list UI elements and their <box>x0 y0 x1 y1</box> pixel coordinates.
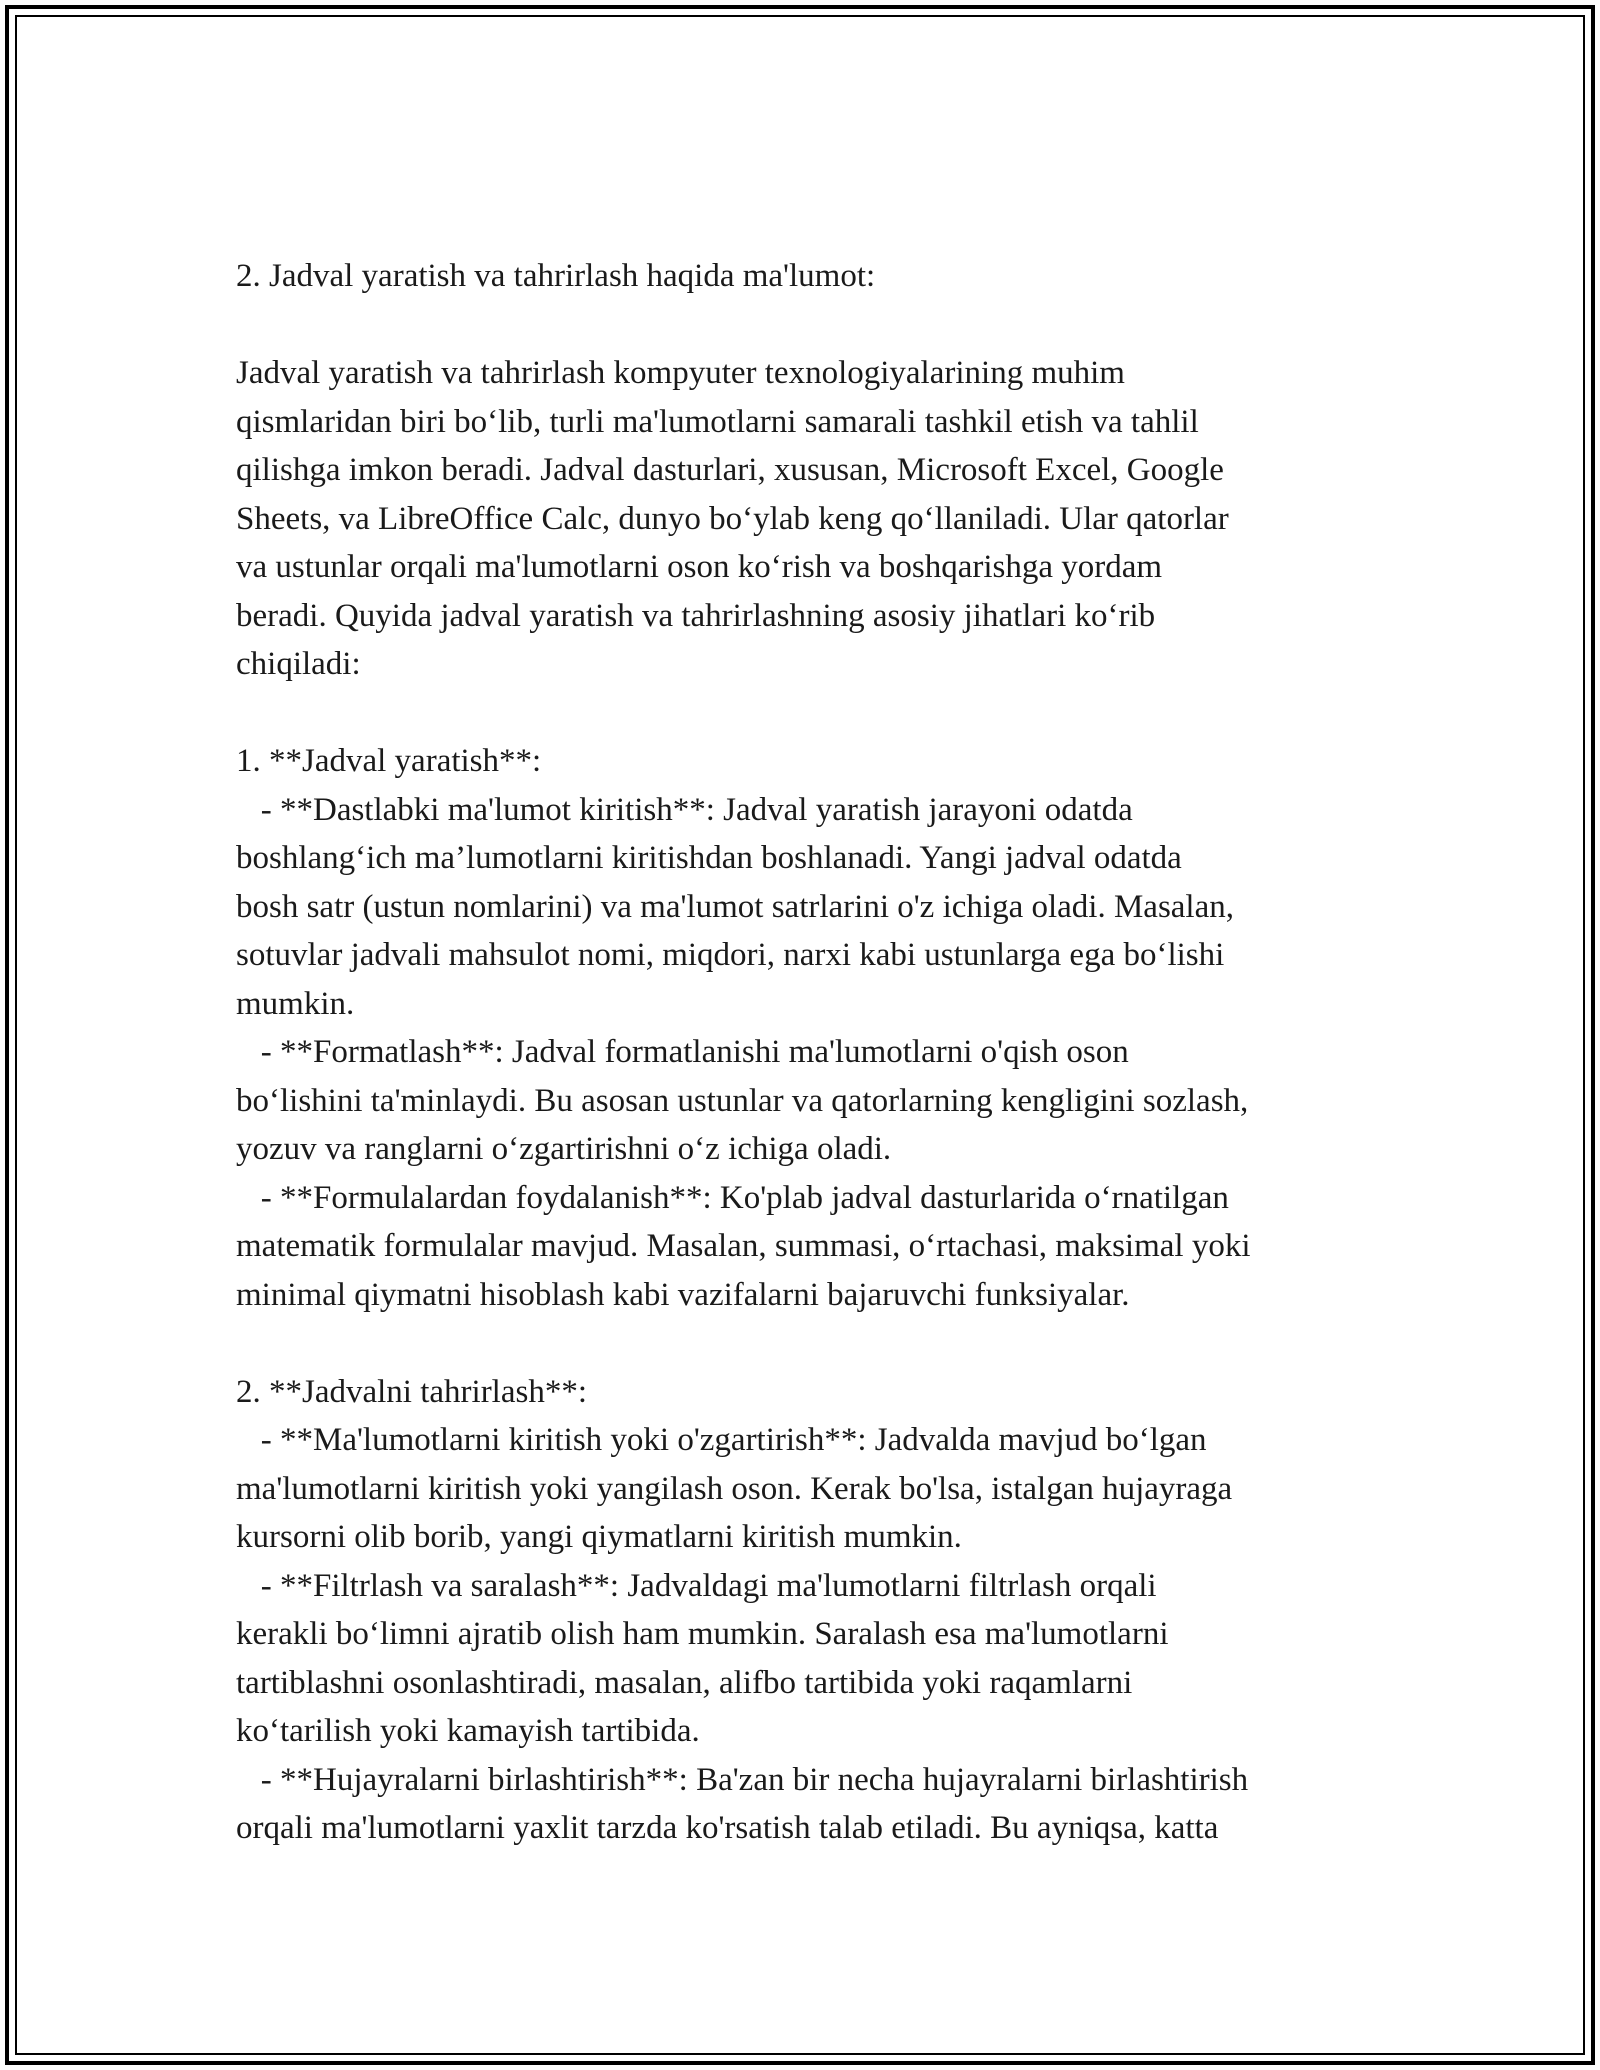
blank-line <box>236 1319 1386 1368</box>
document-body <box>236 252 1386 1853</box>
intro-line: chiqiladi: <box>236 646 361 682</box>
intro-line: qismlaridan biri bo‘lib, turli ma'lumotlarni samarali tashkil etish va tahlil <box>236 403 1199 440</box>
section1-line: sotuvlar jadvali mahsulot nomi, miqdori, narxi kabi ustunlarga ega bo‘lishi <box>236 937 1225 973</box>
intro-line: beradi. Quyida jadval yaratish va tahrirlashning asosiy jihatlari ko‘rib <box>236 597 1156 634</box>
section2-line: - **Hujayralarni birlashtirish**: Ba'zan bir necha hujayralarni birlashtirish <box>236 1761 1249 1798</box>
blank-line <box>236 689 1386 738</box>
section2-line: 2. **Jadvalni tahrirlash**: <box>236 1373 588 1410</box>
intro-paragraph <box>236 349 1386 689</box>
section1-line: yozuv va ranglarni o‘zgartirishni o‘z ichiga oladi. <box>236 1131 892 1167</box>
blank-line <box>236 301 1386 350</box>
section-jadval-yaratish <box>236 737 1386 1319</box>
section2-line: tartiblashni osonlashtiradi, masalan, alifbo tartibida yoki raqamlarni <box>236 1664 1133 1701</box>
intro-line: Sheets, va LibreOffice Calc, dunyo bo‘ylab keng qo‘llaniladi. Ular qatorlar <box>236 500 1229 537</box>
intro-line: Jadval yaratish va tahrirlash kompyuter texnologiyalarining muhim <box>236 355 1125 391</box>
section1-line: minimal qiymatni hisoblash kabi vazifalarni bajaruvchi funksiyalar. <box>236 1276 1130 1313</box>
section1-line: bo‘lishini ta'minlaydi. Bu asosan ustunlar va qatorlarning kengligini sozlash, <box>236 1082 1249 1119</box>
section1-line: boshlang‘ich ma’lumotlarni kiritishdan boshlanadi. Yangi jadval odatda <box>236 840 1182 876</box>
section1-line: - **Formatlash**: Jadval formatlanishi ma'lumotlarni o'qish oson <box>236 1034 1129 1070</box>
intro-line: qilishga imkon beradi. Jadval dasturlari, xususan, Microsoft Excel, Google <box>236 452 1224 488</box>
section1-line: bosh satr (ustun nomlarini) va ma'lumot satrlarini o'z ichiga oladi. Masalan, <box>236 888 1234 925</box>
section2-line: ko‘tarilish yoki kamayish tartibida. <box>236 1713 700 1749</box>
section2-line: kerakli bo‘limni ajratib olish ham mumkin. Saralash esa ma'lumotlarni <box>236 1616 1169 1652</box>
section-heading: 2. Jadval yaratish va tahrirlash haqida ma'lumot: <box>236 258 876 294</box>
section1-line: matematik formulalar mavjud. Masalan, summasi, o‘rtachasi, maksimal yoki <box>236 1228 1251 1264</box>
section2-line: - **Filtrlash va saralash**: Jadvaldagi ma'lumotlarni filtrlash orqali <box>236 1567 1157 1604</box>
section1-line: - **Formulalardan foydalanish**: Ko'plab jadval dasturlarida o‘rnatilgan <box>236 1179 1229 1216</box>
section2-line: kursorni olib borib, yangi qiymatlarni kiritish mumkin. <box>236 1519 962 1555</box>
section2-line: ma'lumotlarni kiritish yoki yangilash oson. Kerak bo'lsa, istalgan hujayraga <box>236 1470 1233 1507</box>
section1-line: - **Dastlabki ma'lumot kiritish**: Jadval yaratish jarayoni odatda <box>236 791 1133 828</box>
section1-line: 1. **Jadval yaratish**: <box>236 743 542 779</box>
intro-line: va ustunlar orqali ma'lumotlarni oson ko‘rish va boshqarishga yordam <box>236 549 1163 585</box>
section2-line: - **Ma'lumotlarni kiritish yoki o'zgartirish**: Jadvalda mavjud bo‘lgan <box>236 1422 1207 1458</box>
section-jadvalni-tahrirlash <box>236 1368 1386 1853</box>
section2-line: orqali ma'lumotlarni yaxlit tarzda ko'rsatish talab etiladi. Bu ayniqsa, katta <box>236 1810 1219 1846</box>
section1-line: mumkin. <box>236 985 355 1022</box>
